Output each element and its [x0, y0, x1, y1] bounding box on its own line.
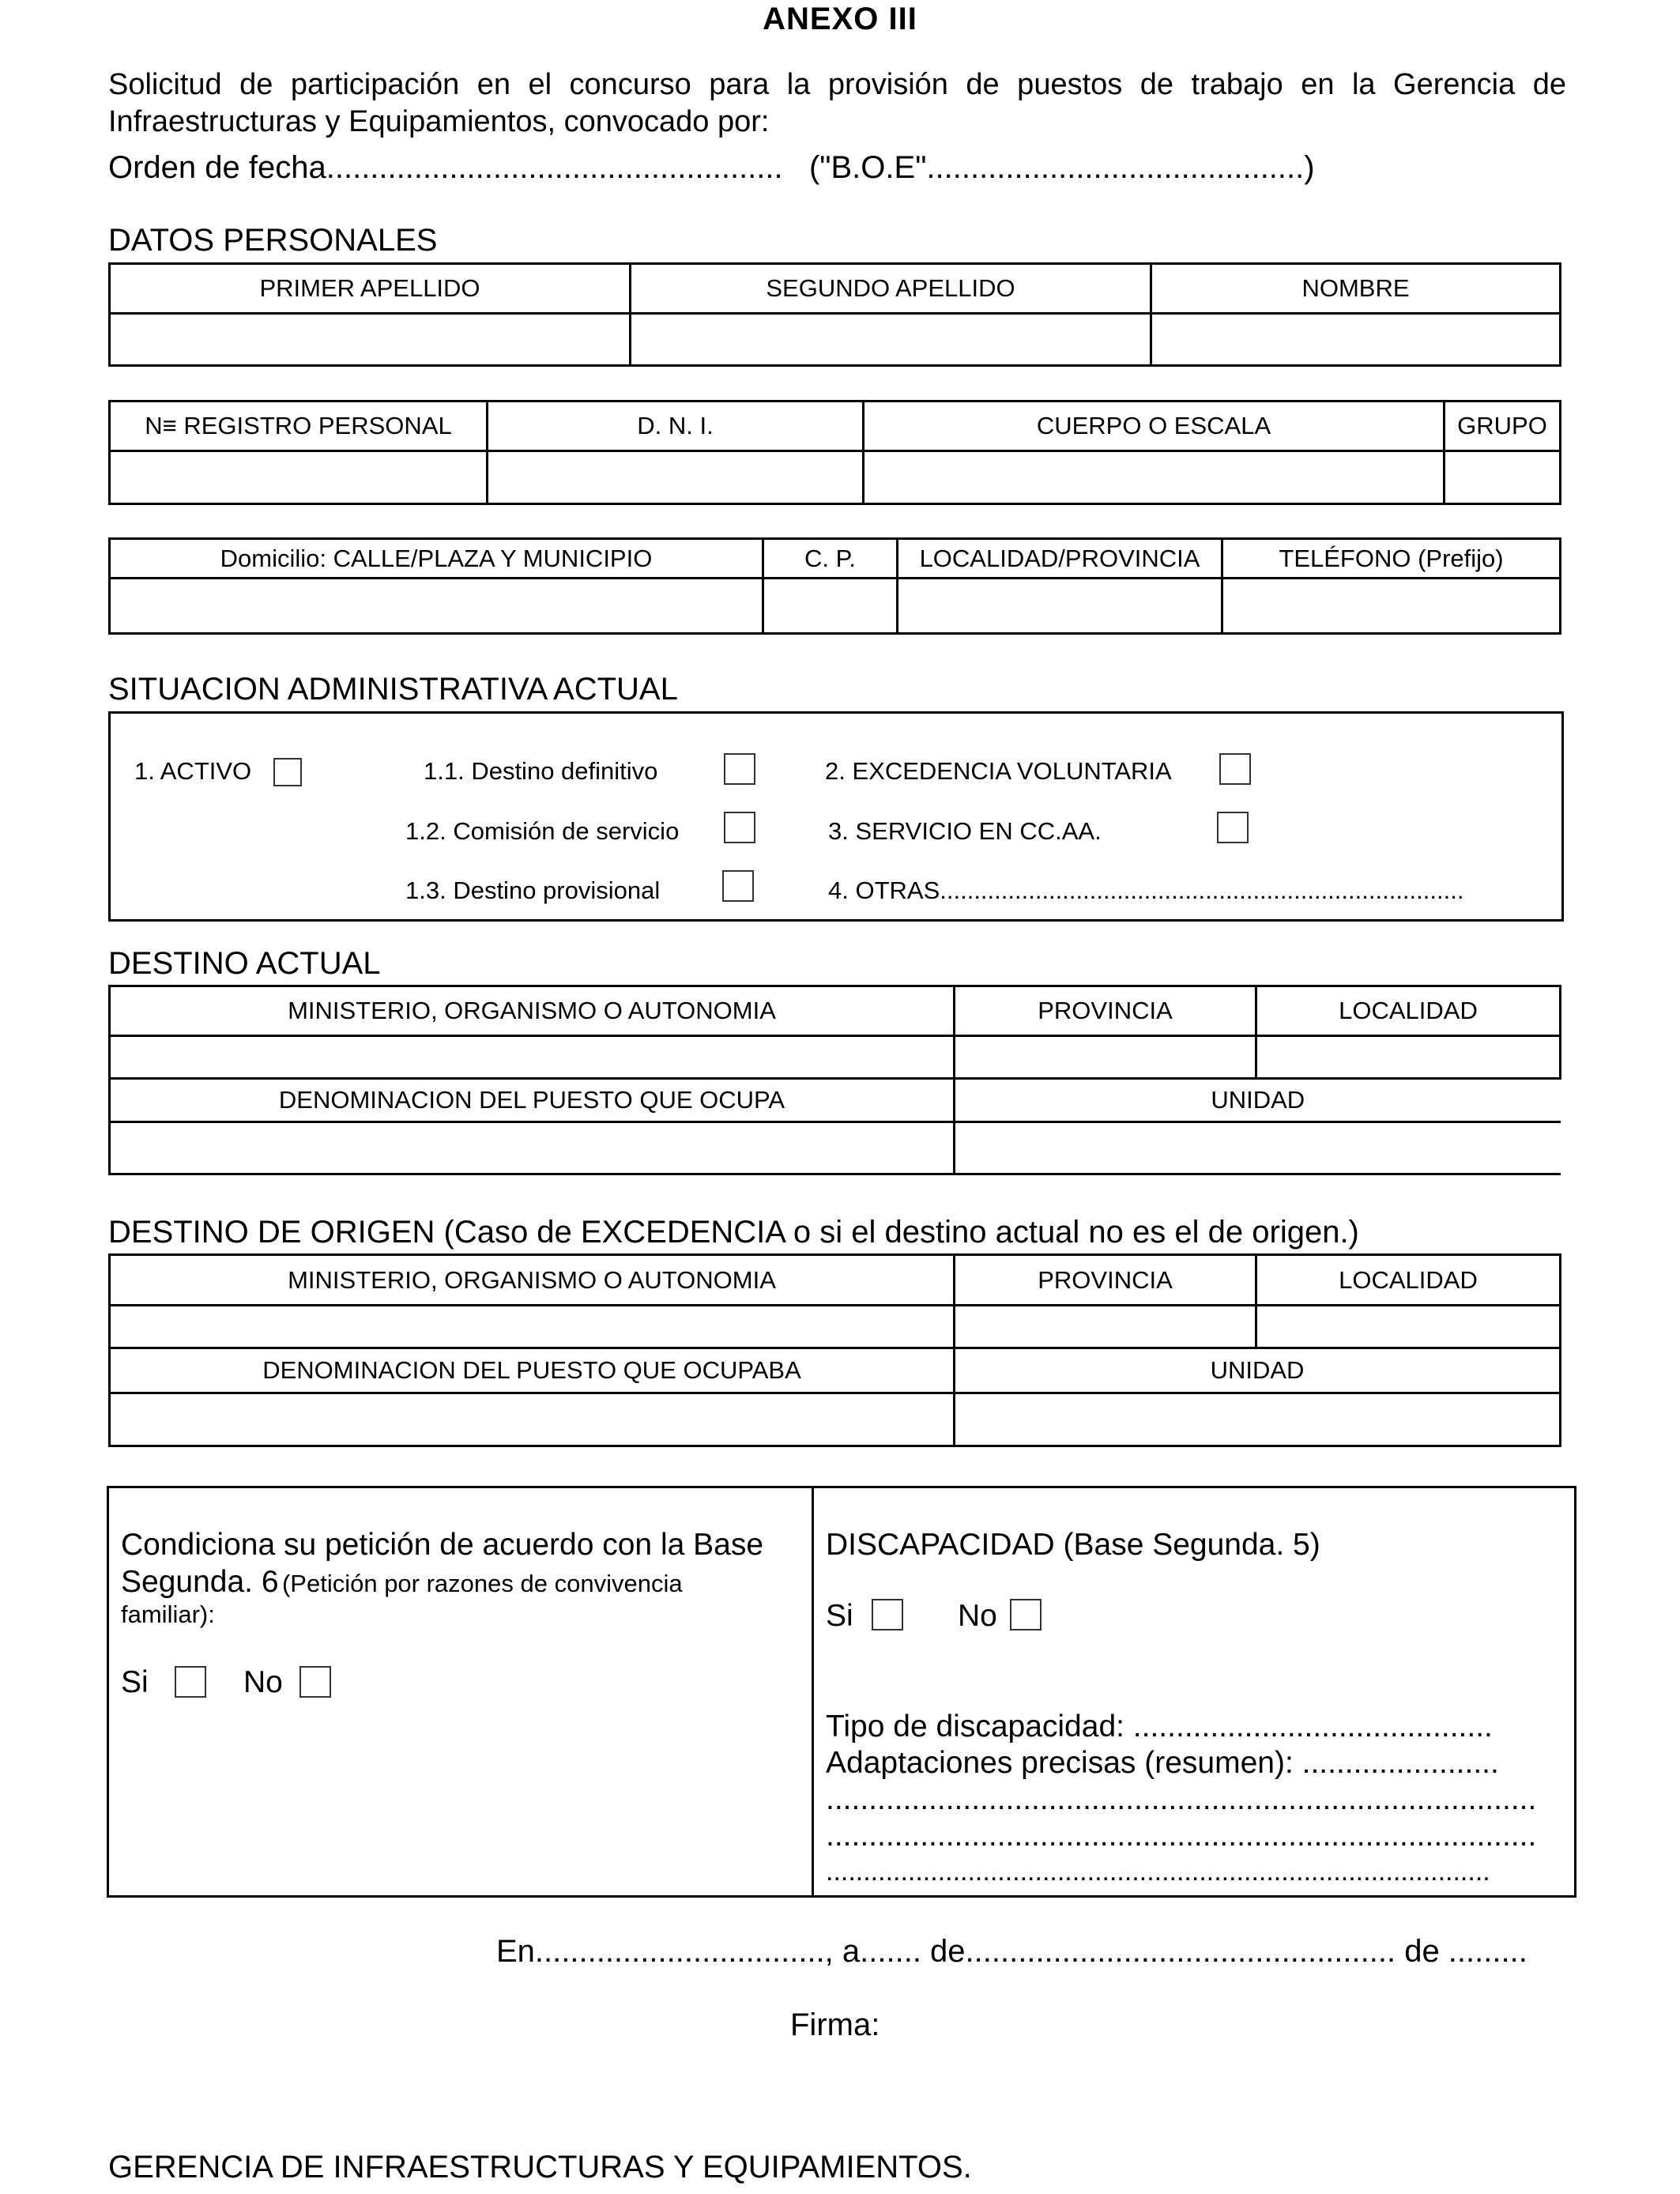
discapacidad-no-checkbox[interactable]	[1010, 1599, 1042, 1630]
condiciona-text-2	[121, 1565, 683, 1600]
segundo-apellido-header: SEGUNDO APELLIDO	[631, 264, 1151, 314]
discapacidad-si-label: Si	[826, 1599, 853, 1633]
dni-field[interactable]	[488, 451, 864, 504]
intro-line-1: Solicitud de participación en el concurso para la provisión de puestos de trabajo en la Gerencia de	[108, 68, 1566, 101]
orden-line[interactable]: Orden de fecha.................................................... ("B.O.E"...........................................)	[108, 150, 1315, 185]
activo-checkbox[interactable]	[273, 758, 302, 786]
do-localidad-field[interactable]	[1256, 1306, 1561, 1348]
servicio-ccaa-checkbox[interactable]	[1217, 812, 1249, 843]
primer-apellido-field[interactable]	[110, 314, 631, 366]
domicilio-field[interactable]	[110, 579, 763, 634]
condiciona-si-label: Si	[121, 1665, 149, 1699]
condiciona-small: (Petición por razones de convivencia	[281, 1570, 683, 1597]
nombre-field[interactable]	[1151, 314, 1561, 366]
footer-text: GERENCIA DE INFRAESTRUCTURAS Y EQUIPAMIENTOS.	[108, 2150, 972, 2185]
discapacidad-no-label: No	[958, 1599, 997, 1633]
otras-line[interactable]: 4. OTRAS.............................................................................	[828, 876, 1464, 904]
destino-origen-heading: DESTINO DE ORIGEN (Caso de EXCEDENCIA o si el destino actual no es el de origen.)	[108, 1215, 1359, 1250]
da-ministerio-field[interactable]	[110, 1036, 955, 1079]
intro-paragraph	[108, 66, 1566, 141]
registro-personal-header: N≡ REGISTRO PERSONAL	[110, 401, 488, 451]
servicio-ccaa-label: 3. SERVICIO EN CC.AA.	[828, 817, 1102, 845]
segundo-apellido-field[interactable]	[631, 314, 1151, 366]
do-provincia-field[interactable]	[955, 1306, 1256, 1348]
da-provincia-header: PROVINCIA	[955, 986, 1256, 1036]
box-divider	[812, 1488, 814, 1895]
destino-actual-heading: DESTINO ACTUAL	[108, 946, 381, 981]
condiciona-si-checkbox[interactable]	[175, 1666, 206, 1698]
da-unidad-header: UNIDAD	[955, 1079, 1561, 1122]
condiciona-small-2: familiar):	[121, 1600, 215, 1628]
cp-field[interactable]	[763, 579, 898, 634]
adaptaciones-dots-3[interactable]: .........................................................................................	[826, 1857, 1490, 1887]
do-unidad-header: UNIDAD	[955, 1348, 1561, 1393]
primer-apellido-header: PRIMER APELLIDO	[110, 264, 631, 314]
do-localidad-header: LOCALIDAD	[1256, 1255, 1561, 1306]
condiciona-no-checkbox[interactable]	[299, 1666, 331, 1698]
activo-label: 1. ACTIVO	[134, 757, 252, 785]
adaptaciones-line[interactable]: Adaptaciones precisas (resumen): .......................	[826, 1746, 1499, 1780]
situacion-box	[108, 711, 1564, 922]
da-denominacion-field[interactable]	[110, 1122, 955, 1174]
do-ministerio-header: MINISTERIO, ORGANISMO O AUTONOMIA	[110, 1255, 955, 1306]
registro-personal-field[interactable]	[110, 451, 488, 504]
personal-names-table	[108, 262, 1561, 367]
do-ministerio-field[interactable]	[110, 1306, 955, 1348]
cuerpo-escala-field[interactable]	[864, 451, 1445, 504]
telefono-header: TELÉFONO (Prefijo)	[1222, 539, 1561, 579]
do-unidad-field[interactable]	[955, 1393, 1561, 1446]
excedencia-checkbox[interactable]	[1219, 753, 1251, 785]
da-denominacion-header: DENOMINACION DEL PUESTO QUE OCUPA	[110, 1079, 955, 1122]
tipo-discapacidad-line[interactable]: Tipo de discapacidad: ..........................................	[826, 1710, 1493, 1744]
da-ministerio-header: MINISTERIO, ORGANISMO O AUTONOMIA	[110, 986, 955, 1036]
personal-registro-table	[108, 400, 1561, 505]
destino-provisional-checkbox[interactable]	[722, 870, 754, 902]
da-localidad-header: LOCALIDAD	[1256, 986, 1561, 1036]
do-denominacion-field[interactable]	[110, 1393, 955, 1446]
comision-servicio-checkbox[interactable]	[724, 812, 755, 843]
do-provincia-header: PROVINCIA	[955, 1255, 1256, 1306]
fecha-line[interactable]: En................................., a....... de................................................. de .........	[496, 1934, 1527, 1969]
dni-header: D. N. I.	[488, 401, 864, 451]
intro-line-2: Infraestructuras y Equipamientos, convocado por:	[108, 105, 770, 138]
destino-actual-table	[108, 985, 1561, 1175]
comision-servicio-label: 1.2. Comisión de servicio	[405, 817, 680, 845]
adaptaciones-dots-1[interactable]: ...................................................................................	[826, 1782, 1537, 1816]
telefono-field[interactable]	[1222, 579, 1561, 634]
excedencia-label: 2. EXCEDENCIA VOLUNTARIA	[825, 757, 1172, 785]
destino-provisional-label: 1.3. Destino provisional	[405, 876, 661, 904]
domicilio-header: Domicilio: CALLE/PLAZA Y MUNICIPIO	[110, 539, 763, 579]
da-localidad-field[interactable]	[1256, 1036, 1561, 1079]
page-title: ANEXO III	[763, 2, 917, 36]
nombre-header: NOMBRE	[1151, 264, 1561, 314]
grupo-header: GRUPO	[1445, 401, 1561, 451]
situacion-heading: SITUACION ADMINISTRATIVA ACTUAL	[108, 672, 678, 707]
da-provincia-field[interactable]	[955, 1036, 1256, 1079]
cuerpo-escala-header: CUERPO O ESCALA	[864, 401, 1445, 451]
cp-header: C. P.	[763, 539, 898, 579]
destino-definitivo-label: 1.1. Destino definitivo	[424, 757, 658, 785]
localidad-provincia-header: LOCALIDAD/PROVINCIA	[898, 539, 1222, 579]
datos-personales-heading: DATOS PERSONALES	[108, 223, 438, 258]
condiciona-text-1: Condiciona su petición de acuerdo con la Base	[121, 1528, 764, 1562]
condiciona-no-label: No	[243, 1665, 283, 1699]
destino-origen-table	[108, 1253, 1561, 1447]
destino-definitivo-checkbox[interactable]	[724, 753, 755, 785]
personal-domicilio-table	[108, 537, 1561, 635]
do-denominacion-header: DENOMINACION DEL PUESTO QUE OCUPABA	[110, 1348, 955, 1393]
da-unidad-field[interactable]	[955, 1122, 1561, 1174]
firma-label: Firma:	[790, 2007, 880, 2042]
discapacidad-heading: DISCAPACIDAD (Base Segunda. 5)	[826, 1528, 1320, 1562]
localidad-provincia-field[interactable]	[898, 579, 1222, 634]
condiciona-base: Segunda. 6	[121, 1565, 279, 1599]
grupo-field[interactable]	[1445, 451, 1561, 504]
discapacidad-si-checkbox[interactable]	[872, 1599, 903, 1630]
adaptaciones-dots-2[interactable]: ...................................................................................	[826, 1819, 1537, 1853]
condiciona-discapacidad-box	[107, 1486, 1576, 1898]
